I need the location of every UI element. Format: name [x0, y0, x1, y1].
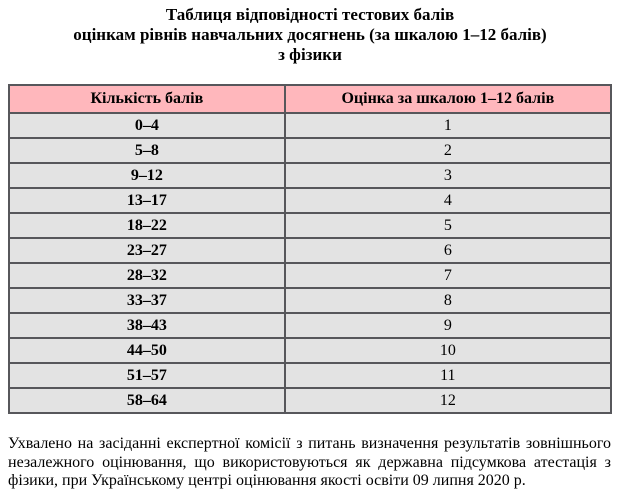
document-title: [0, 0, 620, 65]
grade-value: 10: [285, 338, 611, 363]
table-row: [9, 138, 611, 163]
points-range: 5–8: [9, 138, 285, 163]
grade-value: 11: [285, 363, 611, 388]
points-range: 18–22: [9, 213, 285, 238]
table-row: [9, 163, 611, 188]
column-header-grade: Оцінка за шкалою 1–12 балів: [285, 85, 611, 113]
grade-value: 12: [285, 388, 611, 413]
table-row: [9, 238, 611, 263]
column-header-points: Кількість балів: [9, 85, 285, 113]
grade-value: 9: [285, 313, 611, 338]
table-row: [9, 338, 611, 363]
table-header-row: [9, 85, 611, 113]
title-line-3: з фізики: [278, 45, 342, 64]
points-range: 58–64: [9, 388, 285, 413]
grade-value: 5: [285, 213, 611, 238]
grade-value: 3: [285, 163, 611, 188]
table-row: [9, 188, 611, 213]
grade-value: 2: [285, 138, 611, 163]
points-range: 33–37: [9, 288, 285, 313]
title-line-2: оцінкам рівнів навчальних досягнень (за шкалою 1–12 балів): [73, 25, 547, 44]
grade-value: 4: [285, 188, 611, 213]
points-range: 28–32: [9, 263, 285, 288]
table-row: [9, 113, 611, 138]
grade-value: 1: [285, 113, 611, 138]
table-row: [9, 388, 611, 413]
points-range: 38–43: [9, 313, 285, 338]
table-row: [9, 363, 611, 388]
grade-value: 7: [285, 263, 611, 288]
score-conversion-table: [8, 84, 612, 414]
grade-value: 6: [285, 238, 611, 263]
approval-note: Ухвалено на засіданні експертної комісії з питань визначення результатів зовнішнього незалежного оцінювання, що використовуються як державна підсумкова атестація з фізики, при Українському центрі оцінювання якості освіти 09 липня 2020 р.: [8, 435, 611, 489]
title-line-1: Таблиця відповідності тестових балів: [165, 5, 455, 24]
table-row: [9, 313, 611, 338]
points-range: 51–57: [9, 363, 285, 388]
points-range: 23–27: [9, 238, 285, 263]
grade-value: 8: [285, 288, 611, 313]
table-row: [9, 213, 611, 238]
points-range: 44–50: [9, 338, 285, 363]
points-range: 0–4: [9, 113, 285, 138]
points-range: 13–17: [9, 188, 285, 213]
points-range: 9–12: [9, 163, 285, 188]
table-row: [9, 288, 611, 313]
table-row: [9, 263, 611, 288]
